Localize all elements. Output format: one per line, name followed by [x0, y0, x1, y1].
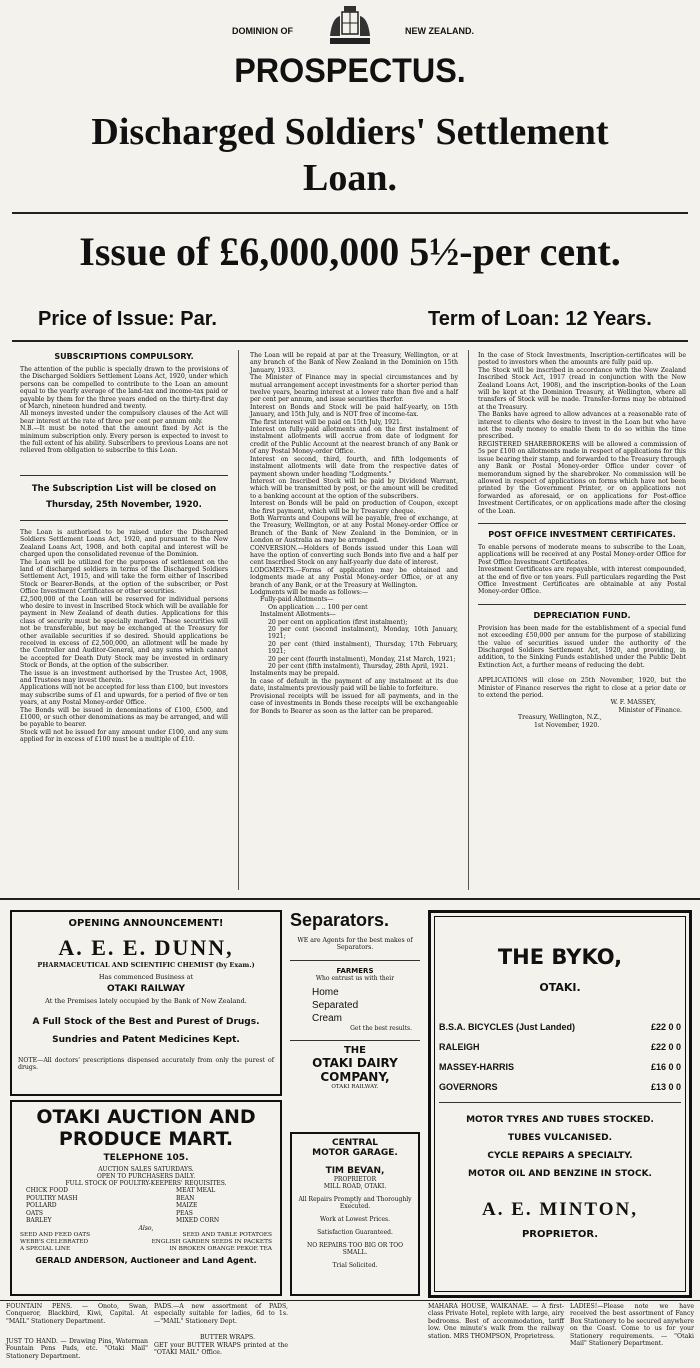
bottom-rule: [0, 1300, 700, 1301]
dunn-line: At the Premises lately occupied by the Bank of New Zealand.: [45, 997, 247, 1005]
byko-item-name: MASSEY-HARRIS: [439, 1062, 515, 1072]
paragraph: The Loan is authorised to be raised under the Discharged Soldiers Settlement Loans Act, 1920, and pursuant to the New Zealand Loans Act, 1908, and both capital and interest will be charged upon the consolidated revenue of the Dominion.: [20, 528, 228, 559]
depreciation-heading: DEPRECIATION FUND.: [533, 610, 631, 620]
prospectus-column-2: [250, 352, 458, 715]
paragraph: The Loan will be repaid at par at the Treasury, Wellington, or at any branch of the Bank of New Zealand in the Dominion on 15th January, 1933.: [250, 352, 458, 374]
prospectus-column-3: [478, 352, 686, 729]
separators-advert: [290, 910, 420, 1130]
paragraph: Applications will not be accepted for less than £100, but investors may subscribe sums of £1 and upwards, for a period of five or ten years, at any Postal Money-order Office.: [20, 684, 228, 707]
lodgment-line: Instalment Allotments—: [260, 611, 336, 619]
paragraph: The Banks have agreed to allow advances at a reasonable rate of interest to clients who desire to invest in the Loan but who have not the ready money to enable them to do so within the time prescribed.: [478, 411, 686, 441]
dunn-heading: OPENING ANNOUNCEMENT!: [68, 918, 224, 929]
dairy-line: OTAKI RAILWAY.: [331, 1083, 379, 1090]
paragraph: Stock will not be issued for any amount under £100, and any sum applied for in excess of £100 must be a multiple of £10.: [20, 728, 228, 744]
auction-line: AUCTION SALES SATURDAYS.: [98, 1166, 194, 1173]
paragraph: Interest on Inscribed Stock will be paid by Dividend Warrant, which will be transmitted by post, or the amount will be credited to a banking account at the option of the subscribers.: [250, 477, 458, 500]
seed-item: IN BROKEN ORANGE PEKOE TEA: [169, 1245, 272, 1252]
dunn-qualification: PHARMACEUTICAL AND SCIENTIFIC CHEMIST (by Exam.): [37, 961, 255, 969]
paragraph: Both Warrants and Coupons will be payable, free of exchange, at the Treasury, Wellington, or at any Postal Money-order Office or Branch of the Bank of New Zealand in the Dominion, or in London or Australia as may be arranged.: [250, 514, 458, 545]
feed-item: PEAS: [176, 1209, 193, 1217]
just-to-hand-ad: JUST TO HAND. — Drawing Pins, Waterman Fountain Pens Pads, etc. "Otaki Mail" Stationery Department.: [6, 1338, 148, 1360]
loan-title-line1: Discharged Soldiers' Settlement: [91, 111, 609, 153]
lodgment-line: Fully-paid Allotments—: [260, 596, 334, 604]
lodgment-line: 20 per cent (fifth instalment), Thursday, 28th April, 1921.: [268, 663, 449, 671]
paragraph: APPLICATIONS will close on 25th November, 1920, but the Minister of Finance reserves the right to close at a prior date or to extend the period.: [478, 677, 686, 700]
auction-title-2: PRODUCE MART.: [58, 1128, 234, 1150]
closing-date: Thursday, 25th November, 1920.: [46, 499, 202, 510]
auction-title-1: OTAKI AUCTION AND: [36, 1106, 256, 1128]
paragraph: Instalments may be prepaid.: [250, 670, 340, 678]
prospectus-title: PROSPECTUS.: [234, 52, 466, 90]
lodgment-line: 20 per cent on application (first instalment);: [268, 618, 408, 626]
butter-wraps-heading: BUTTER WRAPS.: [200, 1334, 255, 1341]
feed-item: MEAT MEAL: [176, 1187, 216, 1194]
garage-line: NO REPAIRS TOO BIG OR TOO SMALL.: [306, 1242, 404, 1256]
fountain-pens-ad: FOUNTAIN PENS. — Onoto, Swan, Conqueror, Blackbird, Kiwi, Capital. At "MAIL" Stationery Department.: [6, 1303, 148, 1325]
paragraph: Interest on Bonds will be paid on production of Coupon, except the first payment, which will be by Treasury cheque.: [250, 500, 458, 515]
paragraph: REGISTERED SHAREBROKERS will be allowed a commission of 5s per £100 on allotments made in respect of applications for this issue bearing their stamp, and forwarded to the Treasury through any Bank or Postal Money-order Office under cover of memorandum signed by the sharebroker. No commission will be allowed in respect of applications on forms which have not been printed by the Government Printer, or on applications not forwarded as aforesaid, or on applications for Post-office Investment Certificates, or on applications made after the closing of the Loan.: [478, 440, 686, 515]
garage-line: MILL ROAD, OTAKI.: [323, 1183, 387, 1190]
byko-item-price: £16 0 0: [650, 1062, 681, 1072]
paragraph: Interest on fully-paid allotments and on the first instalment of instalment allotments will accrue from date of lodgment for credit of the Public Account at the nearest branch of any Bank or of any Postal Money-order Office.: [250, 426, 458, 456]
separators-word: Cream: [312, 1012, 343, 1024]
auction-line: FULL STOCK OF POULTRY-KEEPERS' REQUISITES.: [65, 1180, 227, 1187]
price-of-issue: Price of Issue: Par.: [38, 308, 217, 330]
feed-item: BARLEY: [26, 1217, 52, 1224]
separators-line: Who entrust us with their: [315, 974, 395, 982]
dunn-note: NOTE—All doctors' prescriptions dispensed accurately from only the purest of drugs.: [18, 1057, 274, 1072]
paragraph: Provisional receipts will be issued for all payments, and in the case of investments in Bonds these receipts will be exchangeable for Bonds to Bearer as soon as the latter can be prepared.: [250, 692, 458, 715]
dunn-line: Sundries and Patent Medicines Kept.: [52, 1035, 240, 1045]
dunn-line: A Full Stock of the Best and Purest of Drugs.: [32, 1017, 260, 1027]
signature-place: Treasury, Wellington, N.Z.,: [518, 714, 602, 722]
dairy-line: OTAKI DAIRY: [312, 1055, 398, 1070]
paragraph: To enable persons of moderate means to subscribe to the Loan, applications will be received at any Postal Money-order Office for Post Office Investment Certificates.: [478, 543, 686, 566]
garage-line: PROPRIETOR: [333, 1176, 377, 1183]
butter-wraps-ad: GET your BUTTER WRAPS printed at the "OTAKI MAIL" Office.: [154, 1342, 288, 1357]
dunn-line: Has commenced Business at: [98, 973, 194, 981]
signature-date: 1st November, 1920.: [534, 721, 600, 729]
garage-owner: TIM BEVAN,: [325, 1166, 385, 1176]
separators-word: Separated: [312, 999, 359, 1011]
mahara-house-ad: MAHARA HOUSE, WAIKANAE. — A first-class Private Hotel, replete with large, airy bedrooms. Best of accommodation, tariff low. One minute's walk from the railway station. MRS THOMPSON, Proprietress.: [428, 1303, 564, 1340]
auction-footer: GERALD ANDERSON, Auctioneer and Land Agent.: [35, 1255, 257, 1265]
paragraph: LODGMENTS.—Forms of application may be obtained and lodgments made at any Postal Money-order Office, or at any branch of any Bank, or at the Treasury at Wellington.: [250, 566, 458, 589]
paragraph: The attention of the public is specially drawn to the provisions of the Discharged Soldiers Settlement Loans Act, 1920, under which persons can be compelled to contribute to the Loan an amount equal to the yearly average of the land-tax and income-tax paid or payable by them for the three years ended on the thirty-first day of March, nineteen hundred and twenty.: [20, 366, 228, 411]
ladies-stationery-ad: LADIES!—Please note we have received the best assortment of Fancy Box Stationery to be secured anywhere on the Coast. Come to us for your Stationery requirements. — "Otaki Mail" Stationery Department.: [570, 1303, 694, 1348]
byko-item-price: £22 0 0: [650, 1042, 681, 1052]
lodgment-line: On application .. .. 100 per cent: [268, 603, 368, 611]
feed-item: OATS: [26, 1209, 44, 1217]
masthead-left: DOMINION OF: [232, 26, 293, 36]
paragraph: Interest on second, third, fourth, and fifth lodgements of instalment allotments will date from the respective dates of payment shown under heading "Lodgments.": [250, 455, 458, 478]
prospectus-column-1: [20, 352, 228, 744]
paragraph: Provision has been made for the establishment of a special fund not exceeding £50,000 per annum for the purpose of stabilizing the value of securities issued under the authority of the Discharged Soldiers Settlement Act, 1920, and providing, in addition, to the Sinking Funds established under the Public Debt Extinction Act, a further means of reducing the debt.: [478, 624, 686, 669]
separators-word: Home: [312, 986, 339, 998]
feed-item: POULTRY MASH: [26, 1194, 78, 1202]
coat-of-arms-icon: [324, 6, 376, 50]
paragraph: The first interest will be paid on 15th July, 1921.: [250, 418, 402, 426]
byko-title: THE BYKO,: [497, 945, 623, 969]
pads-ad: PADS.—A new assortment of PADS, especially suitable for ladies, 6d to 1s.—"MAIL" Stationery Dept.: [154, 1303, 288, 1325]
auction-advert: [10, 1100, 282, 1296]
paragraph: N.B.—It must be noted that the amount fixed by Act is the minimum subscription only. Every person is expected to invest to the full extent of his ability. Subscribers to previous Loans are not relieved from obligation to subscribe to this Loan.: [20, 425, 228, 455]
paragraph: £2,500,000 of the Loan will be reserved for individual persons who desire to invest in Inscribed Stock which will be available for payment in New Zealand of death duties. Applications for this class of security must be specially marked. These securities will not be transferable, but may be exchanged at the Treasury for other available securities if so desired. Should applications be received in excess of £2,500,000, an allotment will be made by the Controller and Auditor-General, and any sums which cannot be accepted for Death Duty Stock may be invested in ordinary Stock or Bonds, at the option of the subscriber.: [20, 595, 228, 670]
seed-item: SEED AND FEED OATS: [20, 1231, 91, 1238]
byko-item-name: B.S.A. BICYCLES (Just Landed): [439, 1022, 576, 1032]
byko-line: CYCLE REPAIRS A SPECIALTY.: [487, 1151, 633, 1161]
paragraph: Lodgments will be made as follows:—: [250, 589, 369, 596]
section-rule: [0, 898, 700, 900]
signature-name: W. F. MASSEY,: [610, 699, 656, 707]
paragraph: In case of default in the payment of any instalment at its due date, instalments previously paid will be liable to forfeiture.: [250, 677, 458, 693]
separators-heading: Separators.: [290, 910, 390, 930]
garage-advert: [290, 1132, 420, 1296]
separators-line: FARMERS: [336, 966, 374, 975]
auction-line: OPEN TO PURCHASERS DAILY.: [96, 1173, 196, 1180]
byko-item-name: RALEIGH: [439, 1042, 480, 1052]
byko-item-price: £22 0 0: [650, 1022, 681, 1032]
title-rule: [12, 212, 688, 214]
garage-heading: CENTRAL: [331, 1138, 379, 1148]
feed-item: POLLARD: [26, 1202, 57, 1209]
term-of-loan: Term of Loan: 12 Years.: [428, 308, 652, 330]
column-divider: [468, 350, 469, 890]
feed-item: MIXED CORN: [176, 1217, 220, 1224]
paragraph: The Stock will be inscribed in accordance with the New Zealand Inscribed Stock Act, 1917 (read in conjunction with the New Zealand Loans Act, 1908), and the inscription-books of the Loan will be kept at the Dominion Treasury, at Wellington, where all transfers of Stock will be made. Transfer-forms may be obtained at the Treasury.: [478, 366, 686, 411]
auction-also: Also,: [138, 1224, 154, 1232]
paragraph: In the case of Stock Investments, Inscription-certificates will be posted to investors when the amounts are fully paid up.: [478, 352, 686, 367]
signature-title: Minister of Finance.: [618, 706, 682, 714]
lodgment-line: 20 per cent (fourth instalment), Monday, 21st March, 1921;: [268, 655, 456, 663]
auction-telephone: TELEPHONE 105.: [103, 1153, 189, 1163]
feed-item: CHICK FOOD: [26, 1187, 68, 1194]
separators-line: WE are Agents for the best makes of Separators.: [297, 937, 413, 952]
paragraph: All moneys invested under the compulsory clauses of the Act will bear interest at the rate of three per cent per annum only.: [20, 410, 228, 425]
byko-item-price: £13 0 0: [650, 1082, 681, 1092]
post-office-heading: POST OFFICE INVESTMENT CERTIFICATES.: [488, 529, 676, 539]
seed-item: ENGLISH GARDEN SEEDS IN PACKETS: [151, 1238, 272, 1245]
price-rule: [12, 340, 688, 342]
paragraph: CONVERSION.—Holders of Bonds issued under this Loan will have the option of converting such Bonds into five and a half per cent Inscribed Stock on any half-yearly due date of interest.: [250, 544, 458, 567]
issue-heading: Issue of £6,000,000 5½-per cent.: [79, 229, 621, 274]
garage-heading: MOTOR GARAGE.: [312, 1148, 398, 1158]
byko-owner: A. E. MINTON,: [481, 1199, 639, 1220]
garage-line: All Repairs Promptly and Thoroughly Executed.: [298, 1196, 412, 1210]
paragraph: Interest on Bonds and Stock will be paid half-yearly, on 15th January, and 15th July, and is NOT free of income-tax.: [250, 403, 458, 419]
paragraph: Investment Certificates are repayable, with interest compounded, at the end of five or ten years. Full particulars regarding the Post Office Investment Certificates are obtainable at any Postal Money-order Office.: [478, 566, 686, 596]
paragraph: The Bonds will be issued in denominations of £100, £500, and £1000, or such other denominations as may be arranged, and will be payable to bearer.: [20, 706, 228, 729]
dairy-line: THE: [343, 1044, 367, 1056]
dunn-location: OTAKI RAILWAY: [107, 984, 185, 994]
byko-line: MOTOR OIL AND BENZINE IN STOCK.: [468, 1169, 652, 1179]
seed-item: SEED AND TABLE POTATOES: [182, 1231, 272, 1238]
byko-item-name: GOVERNORS: [439, 1082, 498, 1092]
masthead-right: NEW ZEALAND.: [405, 26, 474, 36]
feed-item: BEAN: [176, 1194, 195, 1202]
byko-line: TUBES VULCANISED.: [507, 1133, 613, 1143]
seed-item: WEBB'S CELEBRATED: [20, 1238, 89, 1245]
separators-line: Get the best results.: [350, 1024, 412, 1032]
feed-item: MAIZE: [176, 1202, 198, 1209]
seed-item: A SPECIAL LINE: [20, 1245, 71, 1252]
loan-title-line2: Loan.: [303, 157, 397, 199]
closing-notice: The Subscription List will be closed on: [31, 483, 217, 494]
byko-town: OTAKI.: [539, 981, 581, 994]
garage-line: Trial Solicited.: [332, 1262, 378, 1269]
subscriptions-heading: SUBSCRIPTIONS COMPULSORY.: [54, 352, 194, 361]
lodgment-line: 20 per cent (third instalment), Thursday, 17th February, 1921;: [268, 640, 458, 656]
dairy-line: COMPANY,: [320, 1069, 390, 1084]
byko-proprietor: PROPRIETOR.: [521, 1229, 599, 1240]
garage-line: Work at Lowest Prices.: [319, 1216, 391, 1223]
garage-line: Satisfaction Guaranteed.: [317, 1229, 393, 1236]
byko-advert: [428, 910, 692, 1298]
paragraph: The Minister of Finance may in special circumstances and by mutual arrangement accept investments for a shorter period than twelve years, bearing interest at a lower rate than five and a half per cent per annum, and issue securities therfor.: [250, 374, 458, 404]
dunn-advert: [10, 910, 282, 1096]
paragraph: The issue is an investment authorised by the Trustee Act, 1908, and Trustees may invest therein.: [20, 669, 228, 684]
byko-line: MOTOR TYRES AND TUBES STOCKED.: [466, 1115, 654, 1125]
paragraph: The Loan will be utilized for the purposes of settlement on the land of discharged soldiers in terms of the Discharged Soldiers Settlement Act, 1915, and will take the form either of Inscribed Stock or Bearer-Bonds, at the option of the subscriber, or Post Office Investment Certificates or other securities.: [20, 558, 228, 596]
column-divider: [238, 350, 239, 890]
dunn-name: A. E. E. DUNN,: [58, 935, 234, 960]
lodgment-line: 20 per cent (second instalment), Monday, 10th January, 1921;: [268, 626, 458, 641]
